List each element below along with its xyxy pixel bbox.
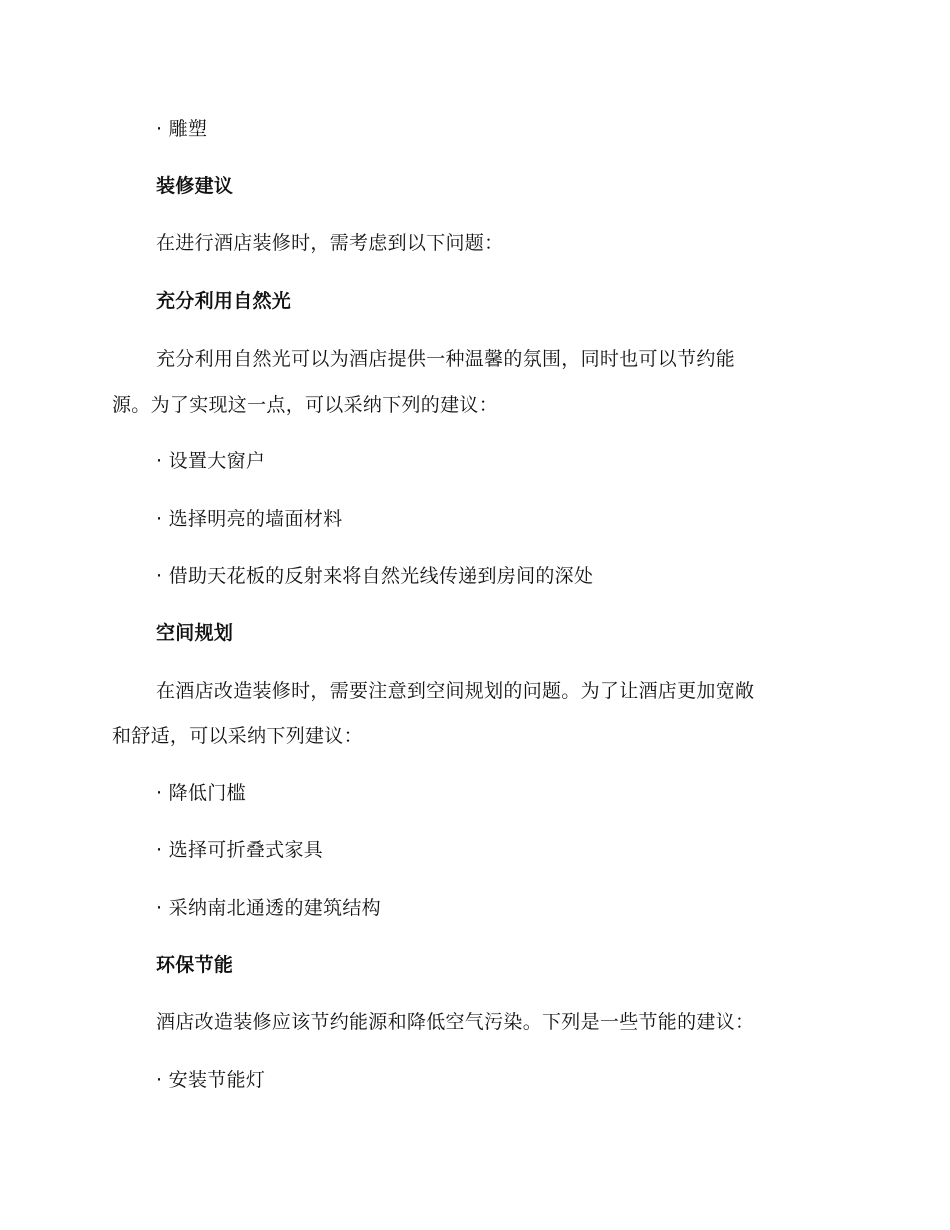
bullet-item: · 选择可折叠式家具 xyxy=(156,839,324,861)
paragraph-space-line2: 和舒适，可以采纳下列建议： xyxy=(112,725,363,747)
section-heading-natural-light: 充分利用自然光 xyxy=(156,290,292,312)
section-heading-renovation: 装修建议 xyxy=(156,175,234,197)
paragraph-natural-light-line1: 充分利用自然光可以为酒店提供一种温馨的氛围，同时也可以节约能 xyxy=(156,348,736,370)
bullet-item: · 安装节能灯 xyxy=(156,1069,266,1091)
paragraph-space-line1: 在酒店改造装修时，需要注意到空间规划的问题。为了让酒店更加宽敞 xyxy=(156,680,755,702)
bullet-item: · 选择明亮的墙面材料 xyxy=(156,508,343,530)
paragraph-eco: 酒店改造装修应该节约能源和降低空气污染。下列是一些节能的建议： xyxy=(156,1011,755,1033)
section-heading-space-planning: 空间规划 xyxy=(156,622,234,644)
bullet-item: · 雕塑 xyxy=(156,118,208,140)
bullet-item: · 降低门槛 xyxy=(156,782,246,804)
bullet-item: · 设置大窗户 xyxy=(156,450,266,472)
paragraph-intro: 在进行酒店装修时，需考虑到以下问题： xyxy=(156,232,504,254)
bullet-item: · 借助天花板的反射来将自然光线传递到房间的深处 xyxy=(156,565,594,587)
section-heading-eco: 环保节能 xyxy=(156,954,234,976)
paragraph-natural-light-line2: 源。为了实现这一点，可以采纳下列的建议： xyxy=(112,394,499,416)
bullet-item: · 采纳南北通透的建筑结构 xyxy=(156,897,381,919)
